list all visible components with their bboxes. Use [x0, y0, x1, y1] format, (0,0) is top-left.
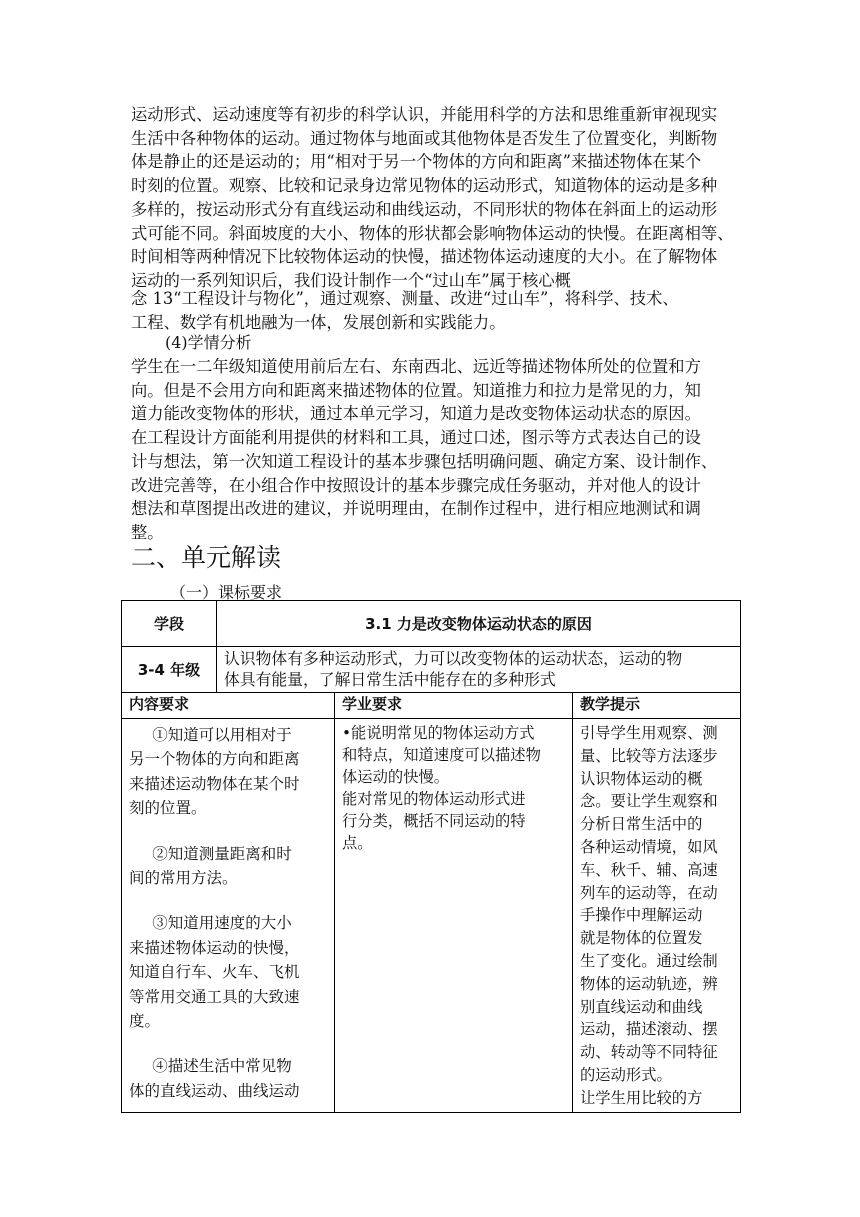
text-line: 念。要让学生观察和 — [580, 792, 718, 811]
teaching-tips-cell — [573, 719, 741, 1113]
text-line: 运动的一系列知识后，我们设计制作一个“过山车”属于核心概 — [131, 270, 571, 290]
learner-analysis-paragraph — [131, 355, 743, 545]
text-line: 多样的，按运动形式分有直线运动和曲线运动，不同形状的物体在斜面上的运动形 — [131, 199, 718, 219]
text-line: 体是静止的还是运动的；用“相对于另一个物体的方向和距离”来描述物体在某个 — [131, 152, 702, 172]
text-line: 时间相等两种情况下比较物体运动的快慢，描述物体运动速度的大小。在了解物体 — [131, 247, 718, 267]
text-line: 体的直线运动、曲线运动 — [129, 1081, 300, 1100]
text-line: 分析日常生活中的 — [580, 815, 703, 834]
text-line: 和特点，知道速度可以描述物 — [342, 746, 541, 764]
section-title: 二、单元解读 — [131, 543, 282, 572]
stage-header: 学段 — [122, 601, 217, 647]
text-line: 知道自行车、火车、飞机 — [129, 963, 300, 982]
text-line: 另一个物体的方向和距离 — [129, 750, 300, 769]
content-requirements-cell — [122, 719, 335, 1113]
grade-cell: 3-4 年级 — [122, 647, 217, 693]
text-line: 行分类，概括不同运动的特 — [342, 812, 526, 830]
text-line: 量、比较等方法逐步 — [580, 746, 718, 765]
text-line: 来描述物体运动的快慢， — [129, 938, 300, 957]
text-line: 能对常见的物体运动形式进 — [342, 790, 526, 808]
text-line: ③知道用速度的大小 — [152, 914, 292, 933]
text-line: 动、转动等不同特征 — [580, 1043, 718, 1062]
text-line: 度。 — [129, 1012, 161, 1031]
text-line: 式可能不同。斜面坡度的大小、物体的形状都会影响物体运动的快慢。在距离相等、 — [131, 223, 734, 243]
content-item — [129, 1054, 327, 1103]
text-line: 认识物体有多种运动形式，力可以改变物体的运动状态，运动的物 — [224, 649, 683, 668]
text-line: 物体的运动轨迹，辨 — [580, 974, 718, 993]
text-line: 向。但是不会用方向和距离来描述物体的位置。知道推力和拉力是常见的力，知 — [131, 380, 701, 400]
text-line: 体具有能量，了解日常生活中能存在的多种形式 — [224, 670, 556, 689]
text-line: 想法和草图提出改进的建议，并说明理由，在制作过程中，进行相应地测试和调 — [131, 499, 701, 519]
text-line: 认识物体运动的概 — [580, 769, 703, 788]
column-header-row — [122, 693, 741, 719]
content-item — [129, 911, 327, 1033]
text-line: 让学生用比较的方 — [580, 1088, 703, 1107]
text-line: 时刻的位置。观察、比较和记录身边常见物体的运动形式，知道物体的运动是多种 — [131, 176, 718, 196]
text-line: 引导学生用观察、测 — [580, 724, 718, 742]
teaching-tips-header: 教学提示 — [573, 693, 741, 719]
academic-requirements-header: 学业要求 — [335, 693, 573, 719]
text-line: 生活中各种物体的运动。通过物体与地面或其他物体是否发生了位置变化，判断物 — [131, 128, 718, 148]
topic-header: 3.1 力是改变物体运动状态的原因 — [217, 601, 741, 647]
grade-description — [217, 647, 741, 693]
text-line: ②知道测量距离和时 — [152, 844, 292, 863]
text-line: 各种运动情境，如风 — [580, 837, 718, 856]
academic-requirements-cell — [335, 719, 573, 1113]
text-line: 刻的位置。 — [129, 799, 207, 818]
text-line: ④描述生活中常见物 — [152, 1057, 292, 1076]
content-item — [129, 723, 327, 821]
text-line: 运动，描述滚动、摆 — [580, 1020, 718, 1039]
text-line: 道力能改变物体的形状，通过本单元学习，知道力是改变物体运动状态的原因。 — [131, 404, 701, 424]
concept-paragraph — [131, 287, 743, 334]
intro-paragraph — [131, 103, 743, 293]
text-line: •能说明常见的物体运动方式 — [342, 724, 535, 742]
curriculum-standards-table — [121, 600, 741, 1113]
text-line: 运动形式、运动速度等有初步的科学认识，并能用科学的方法和思维重新审视现实 — [131, 105, 718, 124]
text-line: 就是物体的位置发 — [580, 929, 703, 948]
text-line: 改进完善等，在小组合作中按照设计的基本步骤完成任务驱动，并对他人的设计 — [131, 475, 701, 495]
text-line: 别直线运动和曲线 — [580, 997, 703, 1016]
text-line: 念 13“工程设计与物化”，通过观察、测量、改进“过山车”，将科学、技术、 — [131, 289, 679, 308]
text-line: 点。 — [342, 834, 373, 852]
subsection-title: （一）课标要求 — [170, 583, 283, 602]
text-line: 在工程设计方面能利用提供的材料和工具，通过口述，图示等方式表达自己的设 — [131, 428, 701, 448]
text-line: 手操作中理解运动 — [580, 906, 703, 925]
text-line: 体运动的快慢。 — [342, 768, 450, 786]
text-line: 生了变化。通过绘制 — [580, 951, 718, 970]
text-line: 间的常用方法。 — [129, 869, 238, 888]
learner-analysis-heading: (4)学情分析 — [165, 333, 252, 352]
text-line: 的运动形式。 — [580, 1065, 672, 1084]
text-line: ①知道可以用相对于 — [152, 726, 292, 744]
content-requirements-header: 内容要求 — [122, 693, 335, 719]
text-line: 列车的运动等，在动 — [580, 883, 718, 902]
grade-row — [122, 647, 741, 693]
content-item — [129, 842, 327, 891]
table-body-row — [122, 719, 741, 1113]
text-line: 计与想法，第一次知道工程设计的基本步骤包括明确问题、确定方案、设计制作、 — [131, 451, 718, 471]
text-line: 等常用交通工具的大致速 — [129, 987, 300, 1006]
text-line: 整。 — [131, 522, 164, 542]
text-line: 来描述运动物体在某个时 — [129, 774, 300, 793]
text-line: 工程、数学有机地融为一体，发展创新和实践能力。 — [131, 312, 506, 332]
text-line: 车、秋千、辅、高速 — [580, 860, 718, 879]
table-header-row — [122, 601, 741, 647]
text-line: 学生在一二年级知道使用前后左右、东南西北、远近等描述物体所处的位置和方 — [131, 357, 701, 376]
